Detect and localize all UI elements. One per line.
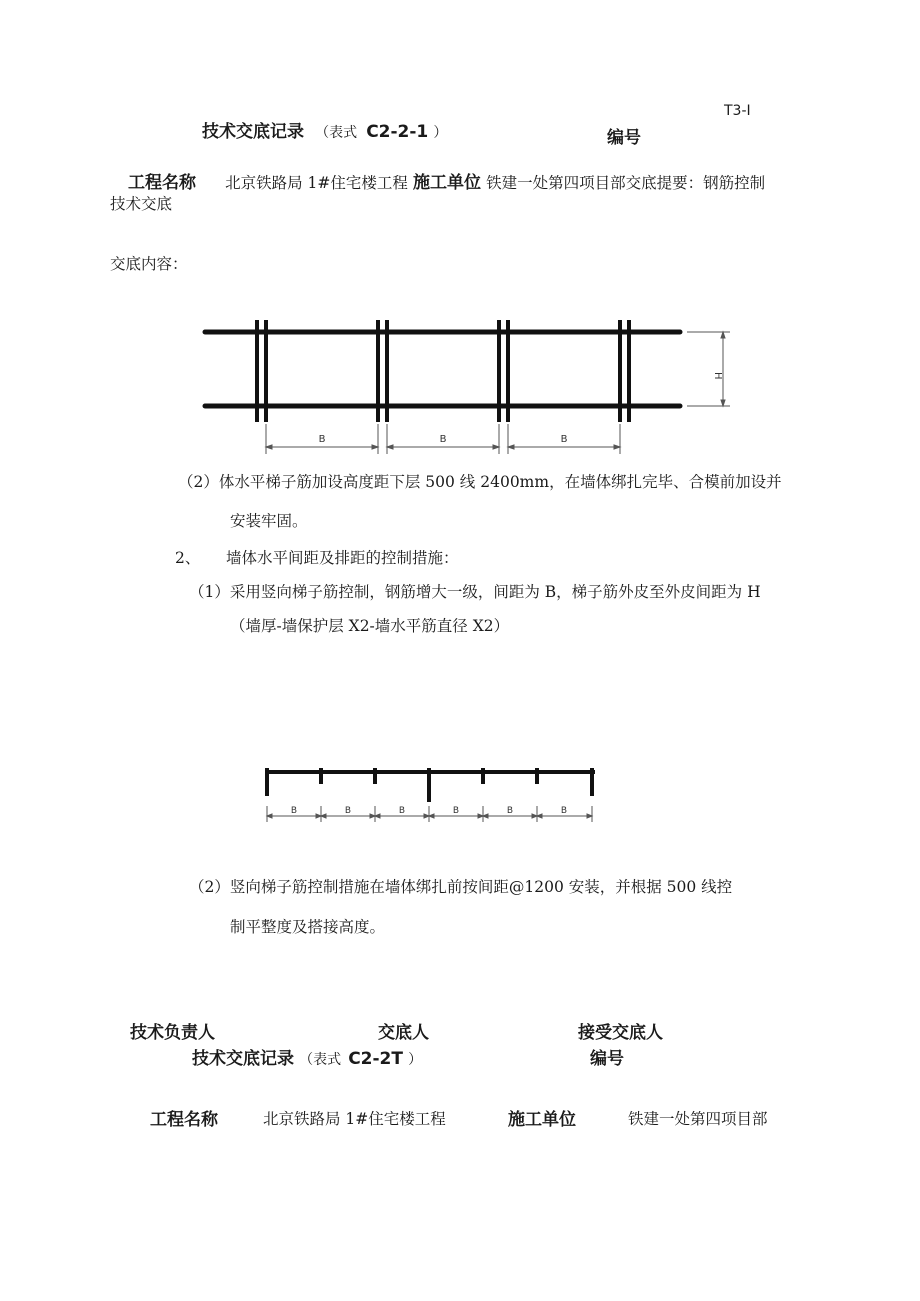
paragraph-1-line1: （1）采用竖向梯子筋控制，钢筋增大一级，间距为 B，梯子筋外皮至外皮间距为 H [189, 583, 761, 601]
project-value-2: 北京铁路局 1#住宅楼工程 [263, 1110, 446, 1128]
dim-label-b: B [398, 806, 406, 816]
form-code: C2-2-1 [366, 122, 429, 142]
form-close: ） [408, 1052, 423, 1068]
form-prefix: （表式 [315, 125, 358, 141]
unit-label: 施工单位 [412, 173, 481, 193]
dim-label-b: B [318, 434, 326, 445]
tech-lead-label: 技术负责人 [130, 1023, 215, 1043]
paragraph-1-line2: （墙厚-墙保护层 X2-墙水平筋直径 X2） [230, 617, 510, 635]
number-label-2: 编号 [590, 1049, 624, 1069]
form-code: C2-2T [348, 1049, 403, 1069]
dim-label-b: B [452, 806, 460, 816]
project-value: 北京铁路局 1#住宅楼工程 [225, 174, 408, 192]
unit-value-2: 铁建一处第四项目部 [628, 1110, 768, 1128]
project-label: 工程名称 [128, 173, 196, 193]
paragraph-2-line2: 安装牢固。 [230, 512, 308, 530]
record-title-text: 技术交底记录 [192, 1049, 294, 1069]
record-title-1 [202, 117, 447, 142]
record-title-text: 技术交底记录 [202, 122, 304, 142]
form-prefix: （表式 [299, 1052, 342, 1068]
section-2-heading: 墙体水平间距及排距的控制措施： [226, 549, 459, 567]
project-label-2: 工程名称 [150, 1110, 218, 1130]
content-label: 交底内容： [110, 255, 188, 273]
dim-label-b: B [560, 806, 568, 816]
number-label-1: 编号 [607, 128, 641, 148]
ladder-bar-diagram-horizontal [195, 312, 735, 462]
summary-continuation: 技术交底 [110, 195, 173, 213]
form-close: ） [433, 125, 448, 141]
paragraph-2b-line2: 制平整度及搭接高度。 [230, 918, 386, 936]
paragraph-2b-line1: （2）竖向梯子筋控制措施在墙体绑扎前按间距@1200 安装，并根据 500 线控 [189, 878, 733, 896]
dim-label-b: B [506, 806, 514, 816]
ladder-bar-diagram-vertical [262, 762, 602, 826]
dim-label-h: H [712, 372, 723, 380]
page-code: T3-I [724, 103, 751, 119]
project-line-1 [128, 168, 765, 193]
section-2-number: 2、 [175, 549, 201, 567]
paragraph-2-line1: （2）体水平梯子筋加设高度距下层 500 线 2400mm，在墙体绑扎完毕、合模前加设并 [178, 473, 782, 491]
presenter-label: 交底人 [378, 1023, 429, 1043]
unit-label-2: 施工单位 [508, 1110, 576, 1130]
record-title-2 [192, 1044, 422, 1069]
receiver-label: 接受交底人 [578, 1023, 663, 1043]
dim-label-b: B [344, 806, 352, 816]
unit-value: 铁建一处第四项目部交底提要：钢筋控制 [486, 174, 766, 192]
dim-label-b: B [290, 806, 298, 816]
dim-label-b: B [439, 434, 447, 445]
dim-label-b: B [560, 434, 568, 445]
